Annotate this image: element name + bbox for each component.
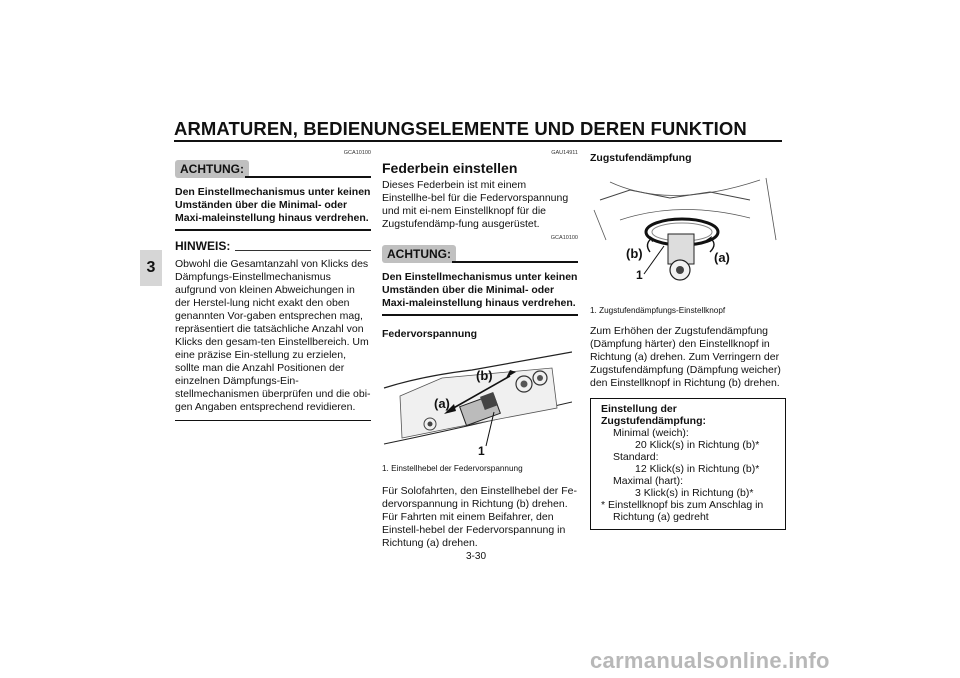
figure-label-1: 1 — [478, 443, 485, 458]
column-right — [590, 152, 786, 530]
spec-note: * Einstellknopf bis zum Anschlag in — [601, 499, 764, 511]
page-number: 3-30 — [466, 551, 487, 562]
rebound-illustration — [590, 170, 780, 288]
spec-max-value: 3 Klick(s) in Richtung (b)* — [635, 487, 754, 499]
page-title: ARMATUREN, BEDIENUNGSELEMENTE UND DEREN FUNKTION — [174, 118, 747, 139]
spec-max-label: Maximal (hart): — [613, 475, 684, 487]
rebound-caption: 1. Zugstufendämpfungs-Einstellknopf — [590, 306, 726, 315]
preload-illustration — [382, 348, 572, 460]
figure-label-a: (a) — [714, 250, 730, 265]
caution-header-2 — [382, 245, 578, 265]
caution-bottom-rule — [175, 229, 371, 231]
spec-note-2: Richtung (a) gedreht — [613, 511, 709, 523]
caution-text-2: Den Einstellmechanismus unter keinen Umständen über die Minimal- oder Maxi-maleinstellung hinaus verdrehen. — [382, 271, 578, 309]
spec-std-label: Standard: — [613, 451, 659, 463]
rebound-heading: Zugstufendämpfung — [590, 152, 692, 164]
column-left — [175, 150, 371, 425]
section-heading: Federbein einstellen — [382, 160, 518, 176]
spec-title: Einstellung der Zugstufendämpfung: — [601, 403, 706, 427]
preload-heading: Federvorspannung — [382, 327, 478, 340]
chapter-tab: 3 — [140, 250, 162, 286]
caution-badge-2: ACHTUNG: — [382, 245, 456, 263]
caution-line-2 — [452, 261, 578, 263]
spec-std-value: 12 Klick(s) in Richtung (b)* — [635, 463, 760, 475]
figure-label-b: (b) — [476, 367, 493, 383]
rebound-text: Zum Erhöhen der Zugstufendämpfung (Dämpfung härter) den Einstellknopf in Richtung (a) drehen. Zum Verringern der Zugstufendämpfung (Dämpfung weicher) den Einstellknopf in Richtung (b) drehen. — [590, 325, 781, 389]
caution-code: GCA10100 — [343, 150, 371, 156]
spec-min-value: 20 Klick(s) in Richtung (b)* — [635, 439, 760, 451]
figure-label-a: (a) — [434, 395, 450, 411]
caution-bottom-rule-2 — [382, 314, 578, 316]
spec-min-label: Minimal (weich): — [613, 427, 689, 439]
caution-text: Den Einstellmechanismus unter keinen Umständen über die Minimal- oder Maxi-maleinstellung hinaus verdrehen. — [175, 186, 371, 224]
title-rule — [174, 140, 782, 142]
caution-line — [245, 176, 371, 178]
note-header — [175, 239, 371, 255]
spec-box — [590, 398, 786, 530]
caution-badge: ACHTUNG: — [175, 160, 249, 178]
section-intro: Dieses Federbein ist mit einem Einstellhe-bel für die Federvorspannung und mit ei-nem Einstellknopf für die Zugstufendämp-fung ausgerüstet. — [382, 179, 569, 230]
caution-code-2: GCA10100 — [550, 235, 578, 241]
preload-text: Für Solofahrten, den Einstellhebel der Fe-dervorspannung in Richtung (b) drehen. Für Fahrten mit einem Beifahrer, den Einstell-hebel der Federvorspannung in Richtung (a) drehen. — [382, 484, 577, 549]
note-text: Obwohl die Gesamtanzahl von Klicks des Dämpfungs-Einstellmechanismus aufgrund von kleinen Abweichungen in der Herstel-lung nicht exakt den oben genannten Vor-gaben entsprechen mag, repräsentiert die tatsächliche Anzahl von Klicks den gesam-ten Einstellbereich. Um eine präzise Ein-stellung zu erzielen, sollte man die Anzahl Positionen der einzelnen Dämpfungs-Ein-stellmechanismen überprüfen und die obi-gen Angaben entsprechend revidieren. — [175, 257, 371, 413]
preload-caption: 1. Einstellhebel der Federvorspannung — [382, 463, 523, 473]
preload-figure — [382, 348, 572, 460]
note-bottom-rule — [175, 420, 371, 421]
column-middle — [382, 150, 578, 550]
watermark: carmanualsonline.info — [590, 648, 830, 673]
figure-label-1: 1 — [636, 268, 643, 282]
note-line — [235, 250, 371, 251]
note-label: HINWEIS: — [175, 238, 231, 253]
section-code: GAU14911 — [551, 150, 578, 156]
figure-label-b: (b) — [626, 246, 643, 261]
rebound-figure — [590, 170, 780, 288]
caution-header — [175, 160, 371, 180]
